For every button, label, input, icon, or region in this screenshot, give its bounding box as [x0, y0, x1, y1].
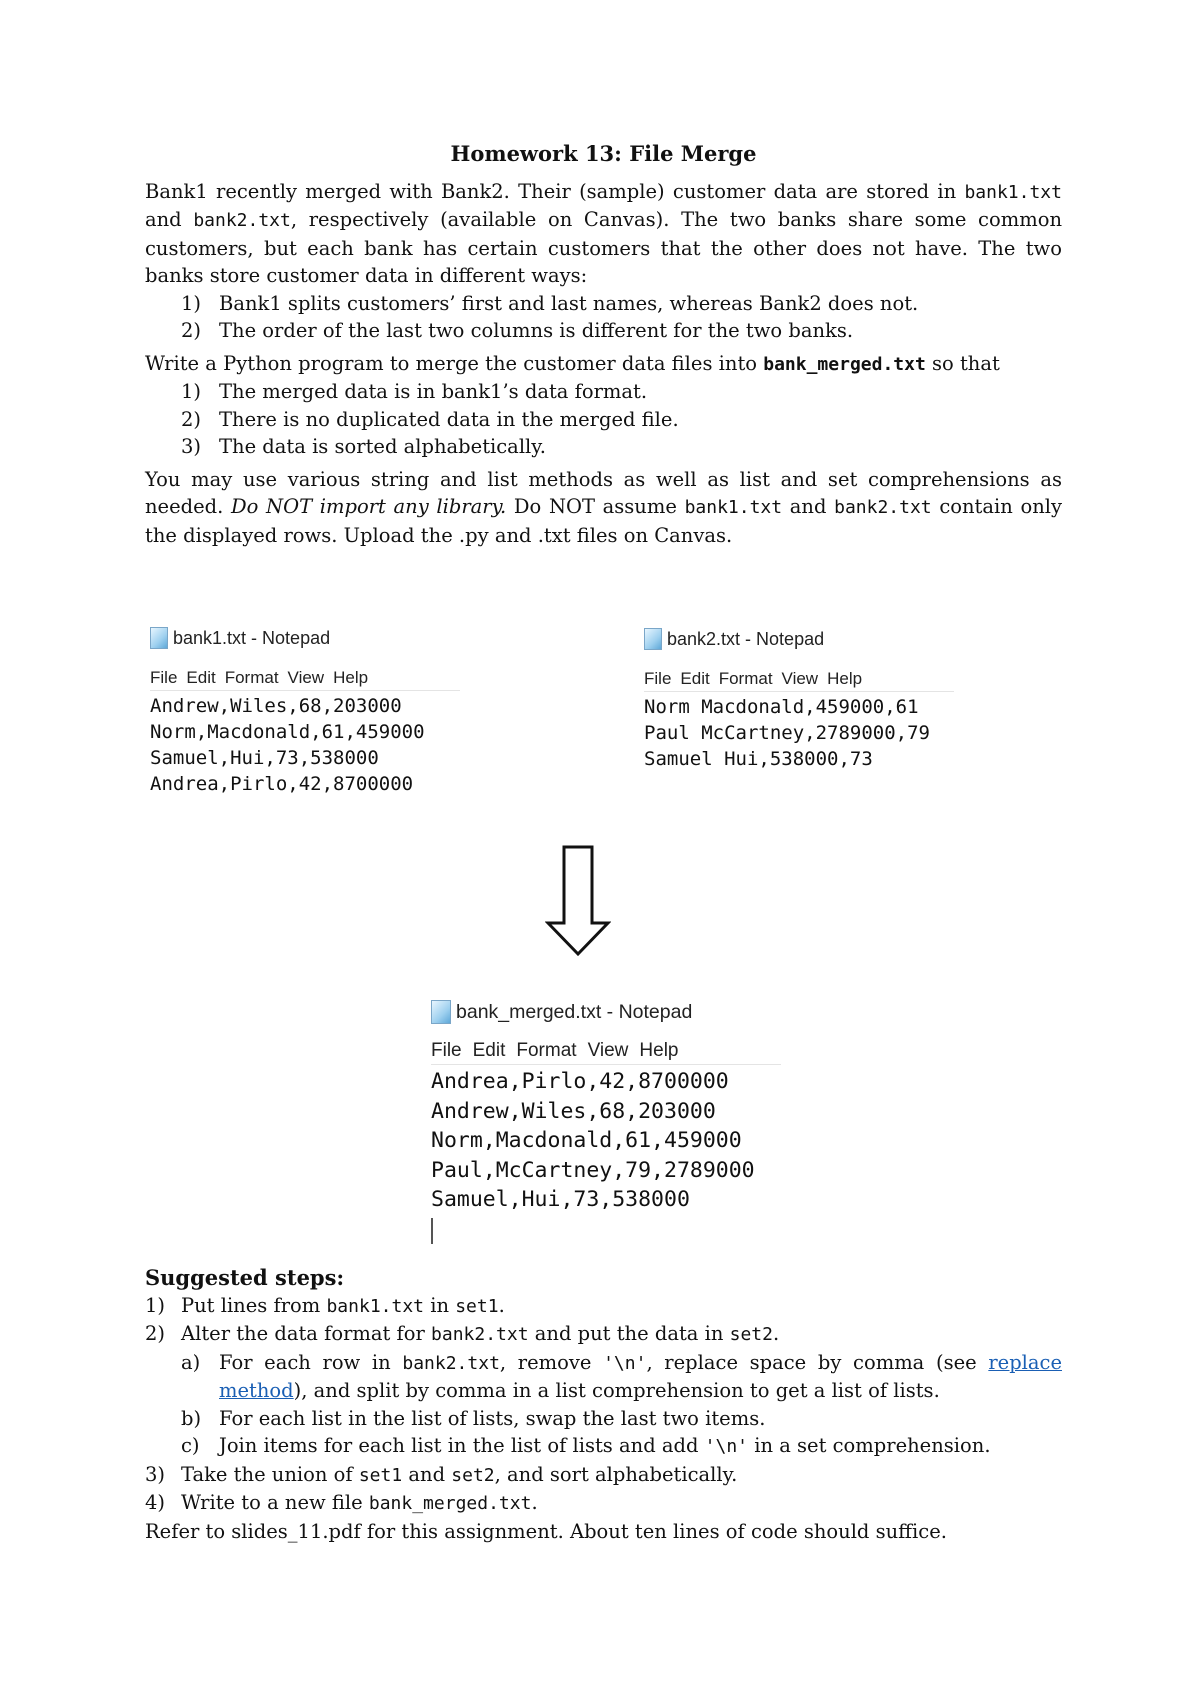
intro-text: Bank1 recently merged with Bank2. Their (sample) customer data are stored in: [145, 179, 965, 203]
text-line: Samuel Hui,538000,73: [644, 748, 873, 770]
menu-view[interactable]: View: [781, 669, 819, 688]
menu-help[interactable]: Help: [333, 668, 369, 687]
menu-format[interactable]: Format: [718, 669, 773, 688]
menu-view[interactable]: View: [287, 668, 325, 687]
text-line: Paul,McCartney,79,2789000: [431, 1157, 755, 1183]
step-text: Take the union of: [181, 1462, 359, 1486]
intro-text: , respectively (available on Canvas). The two banks share some common customers, but each bank has certain customers that the other does not have. The two banks store customer data in different ways:: [145, 208, 1062, 287]
steps-list: [145, 1292, 1062, 1518]
step-text: and put the data in: [528, 1322, 730, 1345]
substep-number: a): [181, 1350, 201, 1374]
step-text: , and sort alphabetically.: [494, 1462, 738, 1486]
steps-heading: Suggested steps:: [145, 1265, 345, 1290]
step-code: set1: [455, 1295, 499, 1317]
text-area[interactable]: [431, 1067, 781, 1215]
list-number: 2): [181, 407, 202, 431]
text-line: Andrew,Wiles,68,203000: [150, 695, 402, 717]
task-text: Write a Python program to merge the customer data files into: [145, 351, 764, 375]
notepad-bank1: [150, 624, 460, 797]
window-title-text: bank2.txt - Notepad: [667, 628, 825, 649]
menu-file[interactable]: File: [431, 1040, 462, 1061]
text-line: Norm,Macdonald,61,459000: [150, 721, 425, 743]
list-text: The data is sorted alphabetically.: [219, 435, 546, 458]
step-text: in: [424, 1293, 456, 1317]
list-item: [145, 433, 1062, 461]
filename-bank1: bank1.txt: [964, 181, 1062, 203]
notepad-icon: [431, 1000, 451, 1024]
window-title: [644, 625, 954, 653]
notes-text: contain only the displayed rows. Upload the .py and .txt files on Canvas.: [145, 495, 1063, 547]
list-text: Bank1 splits customers’ first and last names, whereas Bank2 does not.: [219, 291, 919, 315]
window-title: [431, 998, 781, 1026]
step-code: '\n': [603, 1352, 647, 1374]
menu-help[interactable]: Help: [639, 1040, 679, 1061]
text-line: Andrea,Pirlo,42,8700000: [150, 773, 414, 795]
step-code: bank_merged.txt: [368, 1493, 532, 1514]
step-code: set1: [358, 1464, 403, 1486]
menu-edit[interactable]: Edit: [472, 1040, 506, 1061]
notes-paragraph: [145, 466, 1062, 550]
notepad-bank2: [644, 625, 954, 772]
list-text: The order of the last two columns is different for the two banks.: [219, 319, 854, 342]
replace-method-link[interactable]: replace method: [219, 1350, 1062, 1402]
task-paragraph: [145, 350, 1062, 379]
window-title-text: bank_merged.txt - Notepad: [456, 1000, 693, 1023]
page-title: Homework 13: File Merge: [450, 141, 757, 166]
step-number: 2): [145, 1322, 166, 1345]
list-number: 1): [181, 291, 202, 315]
text-line: Andrew,Wiles,68,203000: [431, 1098, 716, 1124]
requirements-list: [145, 378, 1062, 461]
menu-bar: [644, 661, 954, 692]
text-line: Paul McCartney,2789000,79: [644, 722, 930, 744]
filename-merged: bank_merged.txt: [763, 353, 926, 375]
notepad-icon: [150, 627, 168, 649]
step-text: and: [402, 1462, 452, 1486]
window-title: [150, 624, 460, 652]
text-line: Andrea,Pirlo,42,8700000: [431, 1069, 729, 1094]
suggested-steps: [145, 1264, 1062, 1545]
list-item: [145, 406, 1062, 434]
list-text: The merged data is in bank1’s data format.: [219, 380, 648, 403]
menu-bar: [150, 660, 460, 691]
intro-text: and: [145, 208, 194, 231]
text-line: Samuel,Hui,73,538000: [150, 747, 379, 769]
notepad-merged: [431, 998, 781, 1244]
intro-paragraph: [145, 178, 1062, 290]
notes-text: and: [782, 495, 835, 518]
filename-bank1: bank1.txt: [684, 497, 783, 518]
step-text: Put lines from: [181, 1293, 327, 1317]
step-text: Write to a new file: [181, 1491, 369, 1514]
step-text: .: [772, 1322, 780, 1345]
assignment-text: [145, 140, 1062, 549]
step-code: '\n': [704, 1436, 749, 1457]
text-line: Norm Macdonald,459000,61: [644, 696, 919, 718]
step-code: set2: [729, 1324, 773, 1345]
substeps-list: [181, 1349, 1062, 1461]
menu-file[interactable]: File: [150, 668, 178, 687]
text-line: Samuel,Hui,73,538000: [431, 1187, 690, 1212]
step-text: , remove: [499, 1350, 604, 1374]
text-line: Norm,Macdonald,61,459000: [431, 1128, 742, 1153]
filename-bank2: bank2.txt: [834, 497, 932, 518]
step-text: Join items for each list in the list of lists and add: [219, 1434, 705, 1457]
step-text: Alter the data format for: [181, 1322, 432, 1345]
step-text: , replace space by comma (see: [646, 1350, 989, 1374]
notepad-icon: [644, 628, 662, 650]
step-item: [145, 1292, 1062, 1321]
list-number: 2): [181, 319, 202, 342]
menu-edit[interactable]: Edit: [186, 668, 216, 687]
menu-edit[interactable]: Edit: [680, 669, 710, 688]
task-text: so that: [925, 351, 1000, 375]
text-area[interactable]: [644, 694, 954, 772]
window-title-text: bank1.txt - Notepad: [173, 627, 331, 648]
step-text: .: [498, 1293, 505, 1317]
step-text: For each list in the list of lists, swap the last two items.: [219, 1406, 766, 1430]
list-number: 1): [181, 380, 202, 403]
step-item: [145, 1489, 1062, 1518]
menu-view[interactable]: View: [587, 1040, 629, 1061]
menu-help[interactable]: Help: [827, 669, 863, 688]
step-text: .: [531, 1491, 538, 1514]
list-item: [145, 378, 1062, 406]
step-item: [145, 1320, 1062, 1461]
differences-list: [145, 290, 1062, 345]
list-text: There is no duplicated data in the merged file.: [219, 407, 679, 431]
step-code: bank1.txt: [326, 1295, 425, 1317]
notes-emphasis: Do NOT import any library.: [231, 495, 507, 518]
list-number: 3): [181, 435, 202, 458]
step-text: For each row in: [219, 1350, 403, 1374]
menu-bar: [431, 1034, 781, 1065]
step-text: in a set comprehension.: [748, 1434, 991, 1457]
step-code: set2: [451, 1464, 495, 1486]
list-item: [145, 290, 1062, 318]
step-number: 4): [145, 1491, 166, 1514]
notes-text: You may use various string and list methods as well as list and set comprehensions as needed.: [145, 467, 1062, 518]
text-area[interactable]: [150, 693, 460, 797]
step-number: 1): [145, 1293, 166, 1317]
step-code: bank2.txt: [431, 1324, 529, 1345]
down-arrow-icon: [545, 845, 611, 957]
notes-text: Do NOT assume: [506, 495, 685, 518]
step-text: ), and split by comma in a list comprehension to get a list of lists.: [293, 1379, 940, 1402]
step-item: [145, 1461, 1062, 1490]
step-number: 3): [145, 1462, 166, 1486]
menu-file[interactable]: File: [644, 669, 672, 688]
text-cursor: [431, 1218, 433, 1244]
substep-item: [181, 1432, 1062, 1461]
filename-bank2: bank2.txt: [193, 210, 291, 231]
substep-number: c): [181, 1434, 200, 1457]
list-item: [145, 317, 1062, 345]
closing-note: Refer to slides_11.pdf for this assignment. About ten lines of code should suffice.: [145, 1519, 947, 1543]
substep-item: [181, 1405, 1062, 1433]
substep-item: [181, 1349, 1062, 1405]
menu-format[interactable]: Format: [224, 668, 279, 687]
substep-number: b): [181, 1406, 202, 1430]
step-code: bank2.txt: [402, 1352, 500, 1374]
menu-format[interactable]: Format: [516, 1040, 577, 1061]
